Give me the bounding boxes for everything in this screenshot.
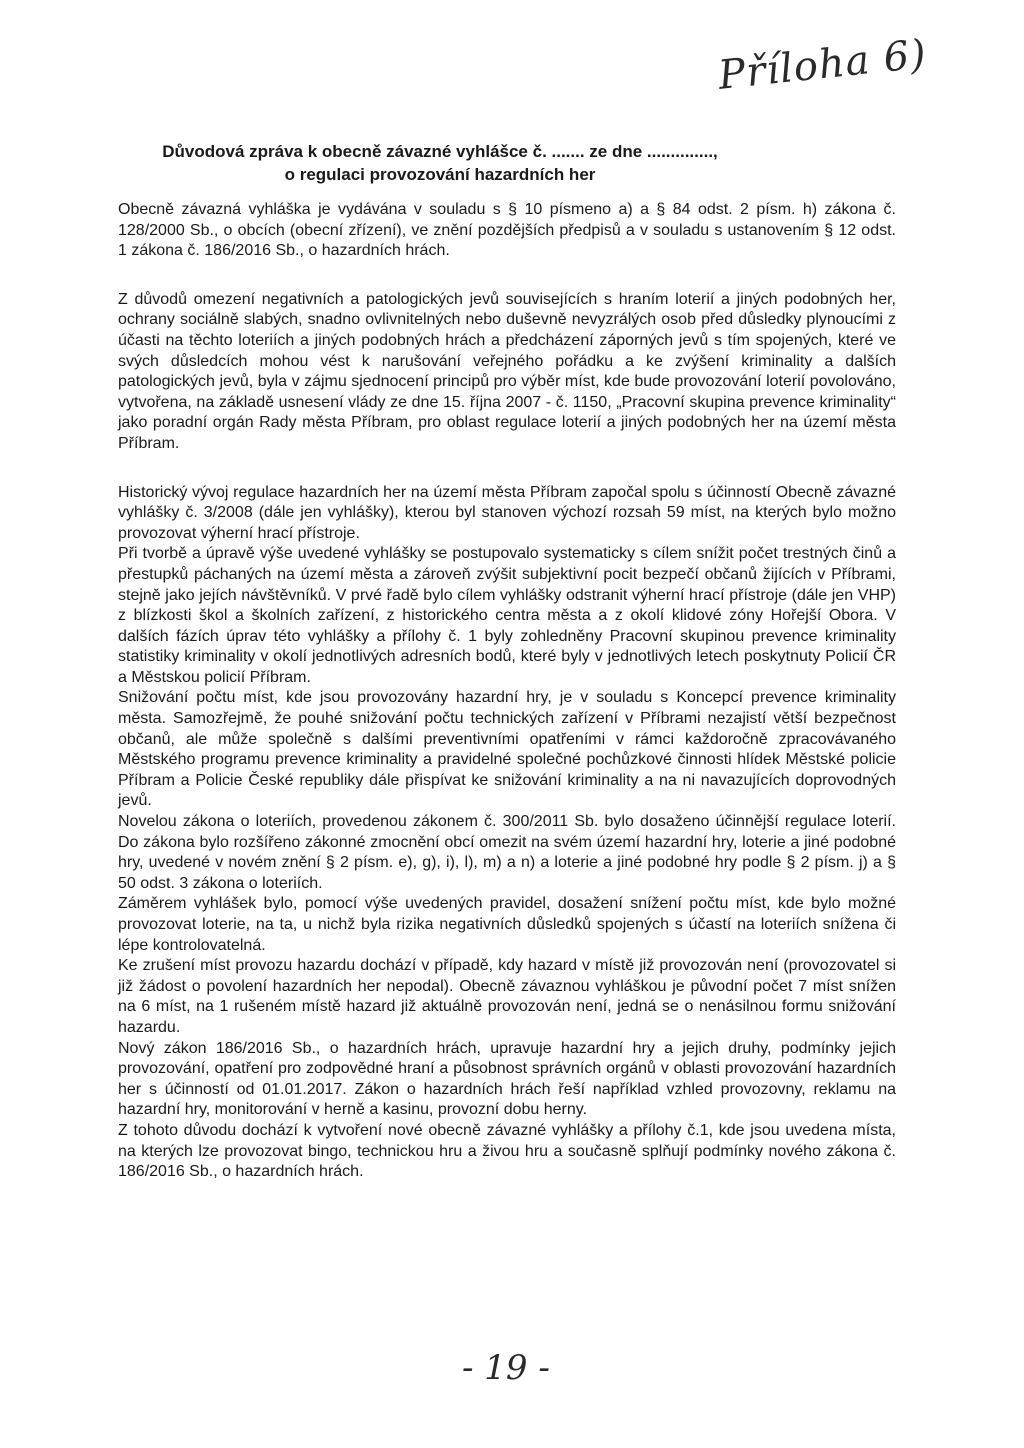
paragraph-systematic-approach: Při tvorbě a úpravě výše uvedené vyhlášky se postupovalo systematicky s cílem snížit počet trestných činů a přestupků páchaných na území města a zároveň zvýšit subjektivní pocit bezpečí občanů žijících v Příbrami, stejně jako jejích návštěvníků. V prvé řadě bylo cílem vyhlášky odstranit výherní hrací přístroje (dále jen VHP) z blízkosti škol a školních zařízení, z historického centra města a z okolí klidové zóny Hořejší Obora. V dalších fázích úprav této vyhlášky a přílohy č. 1 byly zohledněny Pracovní skupinou prevence kriminality statistiky kriminality v okolí jednotlivých adresních bodů, které byly v jednotlivých letech poskytnuty Policií ČR a Městskou policií Příbram. [118,545,896,686]
document-body [118,200,896,1183]
paragraph-lottery-amendment: Novelou zákona o loteriích, provedenou zákonem č. 300/2011 Sb. bylo dosaženo účinnější regulace loterií. Do zákona bylo rozšířeno zákonné zmocnění obcí omezit na svém území hazardní hry, loterie a jiné podobné hry, uvedené v novém znění § 2 písm. e), g), i), l), m) a n) a loterie a jiné podobné hry podle § 2 písm. j) a § 50 odst. 3 zákona o loteriích. [118,813,896,892]
title-line-1: Důvodová zpráva k obecně závazné vyhlášce č. ....... ze dne .............., [162,142,718,161]
document-title [160,140,720,186]
paragraph-conclusion: Z tohoto důvodu dochází k vytvoření nové obecně závazné vyhlášky a přílohy č.1, kde jsou uvedena místa, na kterých lze provozovat bingo, technickou hru a živou hru a současně splňují podmínky nového zákona č. 186/2016 Sb., o hazardních hrách. [118,1121,896,1181]
paragraph-intent: Záměrem vyhlášek bylo, pomocí výše uvedených pravidel, dosažení snížení počtu míst, kde bylo možné provozovat loterie, na ta, u nichž byla rizika negativních důsledků spojených s účastí na loteriích snížena či lépe kontrolovatelná. [118,895,896,954]
handwritten-annotation: Příloha 6) [716,31,929,99]
title-line-2: o regulaci provozování hazardních her [284,165,596,184]
paragraph-new-law: Nový zákon 186/2016 Sb., o hazardních hrách, upravuje hazardní hry a jejich druhy, podmínky jejich provozování, opatření pro zodpovědné hraní a působnost správních orgánů v oblasti provozování hazardních her s účinností od 01.01.2017. Zákon o hazardních hrách řeší například vzhled provozovny, reklamu na hazardní hry, monitorování v herně a kasinu, provozní dobu herny. [118,1039,896,1119]
paragraph-crime-prevention: Snižování počtu míst, kde jsou provozovány hazardní hry, je v souladu s Koncepcí prevence kriminality města. Samozřejmě, že pouhé snižování počtu technických zařízení v Příbrami nezajistí větší bezpečnost občanů, ale může společně s dalšími preventivními opatřeními v rámci každoročně zpracovávaného Městského programu prevence kriminality a pravidelné společné pochůzkové činnosti hlídek Městské policie Příbram a Policie České republiky dále přispívat ke snižování kriminality a na ni navazujících doprovodných jevů. [118,689,896,810]
paragraph-legal-basis: Obecně závazná vyhláška je vydávána v souladu s § 10 písmeno a) a § 84 odst. 2 písm. h) zákona č. 128/2000 Sb., o obcích (obecní zřízení), ve znění pozdějších předpisů a v souladu s ustanovením § 12 odst. 1 zákona č. 186/2016 Sb., o hazardních hrách. [118,201,896,260]
paragraph-site-reduction: Ke zrušení míst provozu hazardu dochází v případě, kdy hazard v místě již provozován není (provozovatel si již žádost o povolení hazardních her nepodal). Obecně závaznou vyhláškou je původní počet 7 míst snížen na 6 míst, na 1 rušeném místě hazard již aktuálně provozován není, jedná se o nenásilnou formu snižování hazardu. [118,957,896,1036]
page-number: - 19 - [462,1348,550,1388]
paragraph-history: Historický vývoj regulace hazardních her na území města Příbram započal spolu s účinností Obecně závazné vyhlášky č. 3/2008 (dále jen vyhlášky), kterou byl stanoven výchozí rozsah 59 míst, na kterých bylo možno provozovat výherní hrací přístroje. [118,483,896,542]
paragraph-reasons: Z důvodů omezení negativních a patologických jevů souvisejících s hraním loterií a jiných podobných her, ochrany sociálně slabých, snadno ovlivnitelných nebo duševně nevyzrálých osob před důsledky plynoucími z účasti na těchto loteriích a jiných podobných hrách a předcházení záporných jevů s tím spojených, které ve svých důsledcích mohou vést k narušování veřejného pořádku a ke zvýšení kriminality a dalších patologických jevů, byla v zájmu sjednocení principů pro výběr míst, kde bude provozování loterií povolováno, vytvořena, na základě usnesení vlády ze dne 15. října 2007 - č. 1150, „Pracovní skupina prevence kriminality“ jako poradní orgán Rady města Příbram, pro oblast regulace loterií a jiných podobných her na území města Příbram. [118,290,896,452]
